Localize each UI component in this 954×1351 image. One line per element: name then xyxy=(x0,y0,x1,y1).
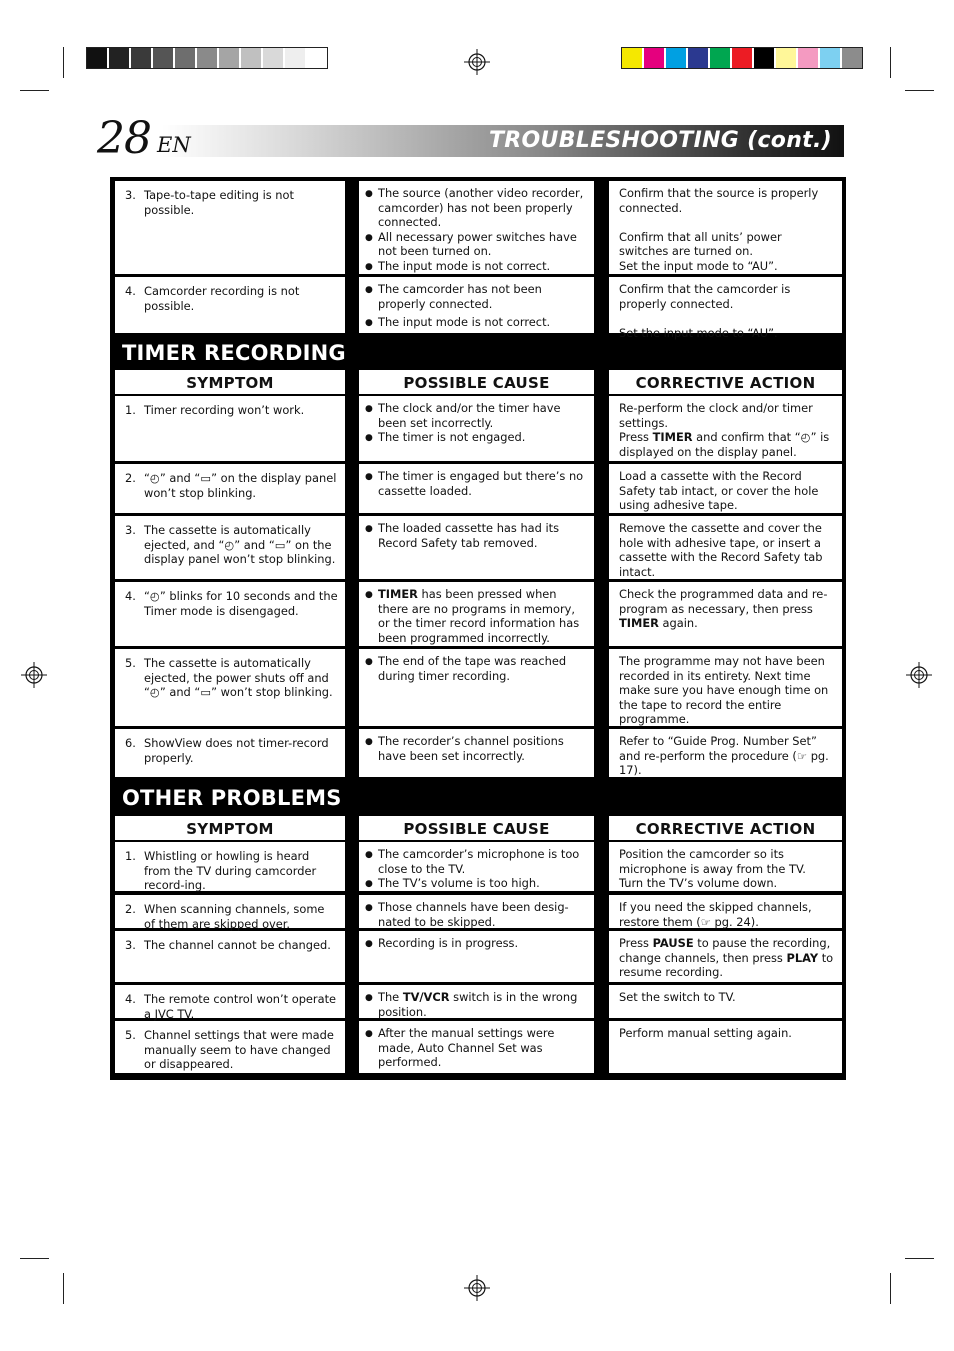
symptom-text: The cassette is automatically ejected, the power shuts off and “◴” and “▭” won’t stop blinking. xyxy=(144,656,333,700)
action-cell xyxy=(609,516,842,579)
crop-mark xyxy=(20,1258,49,1259)
action-text-part: and confirm that “◴” is displayed on the display panel. xyxy=(619,430,830,459)
calibration-swatch xyxy=(644,48,666,68)
action-button-name: PAUSE xyxy=(652,936,694,950)
symptom-number: 1. xyxy=(125,849,136,863)
action-text xyxy=(619,734,834,778)
symptom-cell xyxy=(115,895,345,931)
cause-text: The clock and/or the timer have been set incorrectly. xyxy=(378,401,561,430)
bullet-icon: ● xyxy=(365,285,373,295)
cause-cell xyxy=(359,181,594,274)
header-possible-cause: POSSIBLE CAUSE xyxy=(359,816,594,840)
header-corrective-action: CORRECTIVE ACTION xyxy=(609,816,842,840)
bullet-icon: ● xyxy=(365,1029,373,1039)
bullet-icon: ● xyxy=(365,590,373,600)
header-corrective-action: CORRECTIVE ACTION xyxy=(609,370,842,394)
action-cell xyxy=(609,277,842,340)
calibration-swatch xyxy=(688,48,710,68)
symptom-text: Whistling or howling is heard from the TV during camcorder record-ing. xyxy=(144,849,317,893)
cause-text: After the manual settings were made, Auto Channel Set was performed. xyxy=(378,1026,555,1070)
crop-mark xyxy=(63,1273,64,1304)
symptom-text: The cassette is automatically ejected, and “◴” and “▭” on the display panel won’t stop blinking. xyxy=(144,523,336,567)
action-button-name: PLAY xyxy=(786,950,819,965)
symptom-text: When scanning channels, some of them are skipped over. xyxy=(144,902,325,931)
symptom-number: 4. xyxy=(125,992,136,1006)
cause-text: has been pressed when there are no programs in memory, or the timer record information has been programmed incorrectly. xyxy=(378,587,580,645)
crop-mark xyxy=(20,90,49,91)
page-header-bar xyxy=(162,125,844,157)
action-cell xyxy=(609,842,842,891)
calibration-swatch xyxy=(842,48,862,68)
cause-button-name: TV/VCR xyxy=(402,990,450,1004)
crop-mark xyxy=(890,47,891,78)
symptom-text: ShowView does not timer-record properly. xyxy=(144,736,329,765)
cause-cell xyxy=(359,649,594,726)
gray-calibration-strip xyxy=(86,47,328,69)
symptom-cell xyxy=(115,842,345,891)
calibration-swatch xyxy=(820,48,842,68)
color-calibration-strip xyxy=(621,47,863,69)
action-text-part: Remove the cassette and cover the hole with adhesive tape, or insert a cassette with the Record Safety tab intact. xyxy=(619,521,823,579)
action-text xyxy=(619,990,834,1005)
page-title: TROUBLESHOOTING (cont.) xyxy=(488,128,832,153)
symptom-cell xyxy=(115,181,345,274)
symptom-cell xyxy=(115,729,345,777)
symptom-number: 3. xyxy=(125,523,136,537)
cause-cell xyxy=(359,464,594,513)
crop-mark xyxy=(905,1258,934,1259)
action-cell xyxy=(609,931,842,982)
calibration-swatch xyxy=(175,48,197,68)
symptom-number: 2. xyxy=(125,902,136,916)
calibration-swatch xyxy=(732,48,754,68)
cause-text: The end of the tape was reached during timer recording. xyxy=(378,654,567,683)
cause-cell xyxy=(359,931,594,982)
cause-item xyxy=(365,734,586,763)
action-cell xyxy=(609,895,842,928)
cause-text: All necessary power switches have not been turned on. xyxy=(378,229,577,259)
calibration-swatch xyxy=(87,48,109,68)
cause-item xyxy=(365,936,586,951)
cause-item xyxy=(365,259,586,274)
action-button-name: TIMER xyxy=(652,430,693,445)
symptom-number: 3. xyxy=(125,188,136,202)
calibration-swatch xyxy=(219,48,241,68)
action-cell xyxy=(609,985,842,1018)
action-cell xyxy=(609,582,842,646)
action-text xyxy=(619,654,834,727)
symptom-text: The channel cannot be changed. xyxy=(144,938,331,952)
action-line: Confirm that the source is properly connected. xyxy=(619,186,819,215)
cause-cell xyxy=(359,516,594,579)
cause-text: Those channels have been desig-nated to be skipped. xyxy=(378,900,569,929)
cause-item xyxy=(365,990,586,1019)
action-text-part: The programme may not have been recorded in its entirety. Next time make sure you have enough time on the tape to record the entire programme. xyxy=(619,654,829,727)
cause-item xyxy=(365,469,586,498)
registration-target-icon xyxy=(21,662,47,688)
cause-text: The camcorder has not been properly connected. xyxy=(378,282,542,311)
cause-item xyxy=(365,230,586,259)
bullet-icon: ● xyxy=(365,657,373,667)
crop-mark xyxy=(890,1273,891,1304)
cause-text: The loaded cassette has had its Record Safety tab removed. xyxy=(378,521,560,550)
cause-button-name: TIMER xyxy=(378,587,418,601)
calibration-swatch xyxy=(285,48,307,68)
symptom-text: Camcorder recording is not possible. xyxy=(144,284,300,313)
symptom-text: “◴” blinks for 10 seconds and the Timer mode is disengaged. xyxy=(144,589,338,618)
bullet-icon: ● xyxy=(365,524,373,534)
action-line: Confirm that the camcorder is properly connected. xyxy=(619,282,791,311)
action-text-part: to pause the recording, change channels, then press xyxy=(619,936,831,965)
action-text-part: Check the programmed data and re-program as necessary, then press xyxy=(619,587,828,616)
cause-text: The TV’s volume is too high. xyxy=(378,876,540,891)
bullet-icon: ● xyxy=(365,903,373,913)
calibration-swatch xyxy=(798,48,820,68)
symptom-number: 1. xyxy=(125,403,136,417)
action-line xyxy=(619,215,834,230)
cause-text: The input mode is not correct. xyxy=(378,315,551,330)
symptom-number: 5. xyxy=(125,1028,136,1042)
page-number: 28 xyxy=(97,113,151,164)
action-line: Set the input mode to “AU”. xyxy=(619,325,778,340)
symptom-cell xyxy=(115,931,345,982)
registration-target-icon xyxy=(906,662,932,688)
action-text-part: Refer to “Guide Prog. Number Set” and re-perform the procedure (☞ pg. 17). xyxy=(619,734,829,778)
cause-cell xyxy=(359,985,594,1018)
registration-target-icon xyxy=(464,49,490,75)
cause-text: The source (another video recorder, camcorder) has not been properly connected. xyxy=(378,186,584,230)
symptom-number: 3. xyxy=(125,938,136,952)
symptom-text: Timer recording won’t work. xyxy=(144,403,305,417)
cause-text: switch is in the wrong position. xyxy=(378,990,578,1019)
cause-item xyxy=(365,876,586,891)
page-language: EN xyxy=(157,133,191,157)
cause-cell xyxy=(359,396,594,461)
section-title: TIMER RECORDING xyxy=(122,341,346,365)
action-cell xyxy=(609,396,842,461)
cause-cell xyxy=(359,582,594,646)
action-text-part: to resume recording. xyxy=(619,950,834,980)
bullet-icon: ● xyxy=(365,939,373,949)
bullet-icon: ● xyxy=(365,404,373,414)
action-text-part: Position the camcorder so its microphone is away from the TV. Turn the TV’s volume down. xyxy=(619,847,806,891)
cause-item xyxy=(365,186,586,230)
action-cell xyxy=(609,181,842,274)
cause-item xyxy=(365,900,586,929)
cause-text: The xyxy=(378,990,403,1004)
calibration-swatch xyxy=(241,48,263,68)
symptom-number: 6. xyxy=(125,736,136,750)
symptom-cell xyxy=(115,649,345,726)
section-title: OTHER PROBLEMS xyxy=(122,786,342,810)
calibration-swatch xyxy=(754,48,776,68)
action-text xyxy=(619,587,834,631)
action-text-part: Load a cassette with the Record Safety tab intact, or cover the hole using adhesive tape. xyxy=(619,469,819,513)
cause-item xyxy=(365,1026,586,1070)
cause-cell xyxy=(359,277,594,333)
cause-cell xyxy=(359,895,594,928)
symptom-text: The remote control won’t operate a JVC TV. xyxy=(144,992,337,1021)
bullet-icon: ● xyxy=(365,472,373,482)
symptom-cell xyxy=(115,516,345,579)
crop-mark xyxy=(905,90,934,91)
symptom-cell xyxy=(115,582,345,646)
bullet-icon: ● xyxy=(365,993,373,1003)
cause-text: Recording is in progress. xyxy=(378,936,519,950)
calibration-swatch xyxy=(263,48,285,68)
action-button-name: TIMER xyxy=(619,616,659,631)
header-symptom: SYMPTOM xyxy=(115,816,345,840)
action-text xyxy=(619,936,834,980)
action-text-part: again. xyxy=(658,616,698,631)
symptom-cell xyxy=(115,1021,345,1073)
calibration-swatch xyxy=(776,48,798,68)
action-text-part: Set the switch to TV. xyxy=(619,990,736,1004)
symptom-cell xyxy=(115,396,345,461)
cause-item xyxy=(365,654,586,683)
troubleshooting-table xyxy=(110,177,846,1080)
cause-text: The timer is not engaged. xyxy=(378,430,526,445)
symptom-number: 2. xyxy=(125,471,136,485)
symptom-text: Tape-to-tape editing is not possible. xyxy=(144,188,294,217)
bullet-icon: ● xyxy=(365,261,373,272)
action-cell xyxy=(609,464,842,513)
bullet-icon: ● xyxy=(365,737,373,747)
bullet-icon: ● xyxy=(365,879,373,890)
cause-text: The camcorder’s microphone is too close to the TV. xyxy=(378,847,580,876)
symptom-text: “◴” and “▭” on the display panel won’t stop blinking. xyxy=(144,471,337,500)
symptom-number: 4. xyxy=(125,589,136,603)
symptom-text: Channel settings that were made manually seem to have changed or disappeared. xyxy=(144,1028,334,1072)
action-text xyxy=(619,847,834,891)
calibration-swatch xyxy=(131,48,153,68)
action-text-part: Perform manual setting again. xyxy=(619,1026,792,1040)
symptom-cell xyxy=(115,464,345,513)
cause-item xyxy=(365,430,586,445)
cause-item xyxy=(365,282,586,311)
action-text-part: If you need the skipped channels, restore them (☞ pg. 24). xyxy=(619,900,812,929)
bullet-icon: ● xyxy=(365,318,373,329)
cause-cell xyxy=(359,729,594,777)
symptom-number: 4. xyxy=(125,284,136,298)
cause-item xyxy=(365,847,586,876)
action-text-part: Press xyxy=(619,936,653,950)
calibration-swatch xyxy=(710,48,732,68)
action-text xyxy=(619,521,834,579)
symptom-number: 5. xyxy=(125,656,136,670)
action-text xyxy=(619,900,834,929)
calibration-swatch xyxy=(666,48,688,68)
action-text xyxy=(619,1026,834,1041)
symptom-cell xyxy=(115,277,345,333)
cause-item xyxy=(365,521,586,550)
bullet-icon: ● xyxy=(365,232,373,243)
action-cell xyxy=(609,729,842,777)
action-text-part: Re-perform the clock and/or timer settings. Press xyxy=(619,401,813,445)
action-text xyxy=(619,401,834,459)
bullet-icon: ● xyxy=(365,433,373,444)
calibration-swatch xyxy=(197,48,219,68)
cause-text: The timer is engaged but there’s no cassette loaded. xyxy=(378,469,584,498)
calibration-swatch xyxy=(307,48,327,68)
action-line: Confirm that all units’ power switches are turned on. xyxy=(619,229,782,259)
cause-item xyxy=(365,401,586,430)
action-line: Set the input mode to “AU”. xyxy=(619,258,778,273)
crop-mark xyxy=(63,47,64,78)
cause-item xyxy=(365,587,586,645)
action-cell xyxy=(609,1021,842,1073)
header-possible-cause: POSSIBLE CAUSE xyxy=(359,370,594,394)
bullet-icon: ● xyxy=(365,850,373,860)
calibration-swatch xyxy=(153,48,175,68)
action-line xyxy=(619,311,834,326)
action-text xyxy=(619,469,834,513)
cause-item xyxy=(365,315,586,330)
calibration-swatch xyxy=(622,48,644,68)
bullet-icon: ● xyxy=(365,189,373,199)
symptom-cell xyxy=(115,985,345,1021)
cause-text: The recorder’s channel positions have been set incorrectly. xyxy=(378,734,564,763)
calibration-swatch xyxy=(109,48,131,68)
registration-target-icon xyxy=(464,1275,490,1301)
cause-cell xyxy=(359,842,594,891)
header-symptom: SYMPTOM xyxy=(115,370,345,394)
action-cell xyxy=(609,649,842,726)
cause-text: The input mode is not correct. xyxy=(378,258,551,273)
cause-cell xyxy=(359,1021,594,1073)
